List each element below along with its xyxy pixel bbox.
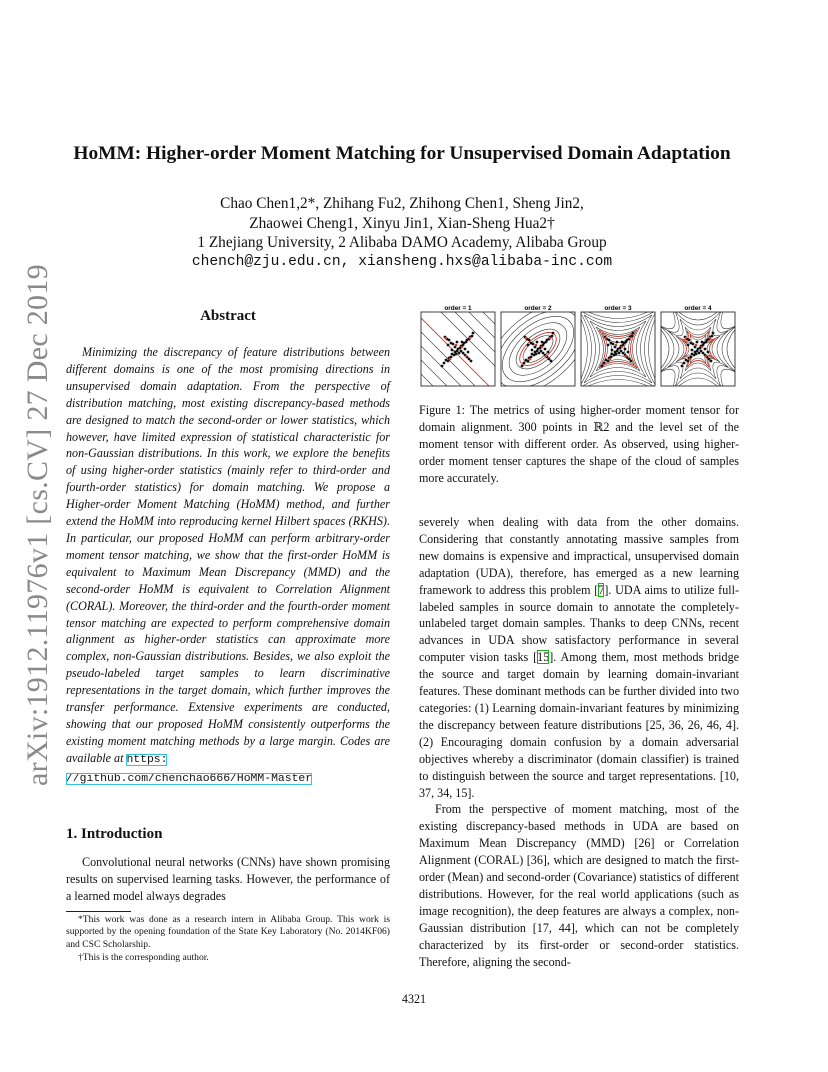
- text-segment: severely when dealing with data from the other domains. Considering that constantly annotating massive samples from new domains is expensive and impractical, unsupervised domain adaptation (UDA), therefore, has emerged as a new learning framework to address this problem [: [419, 515, 739, 597]
- figure-1-svg: [419, 302, 739, 388]
- panel-order-4: [652, 303, 739, 388]
- authors-line-2: Zhaowei Cheng1, Xinyu Jin1, Xian-Sheng Hua2†: [249, 215, 555, 232]
- right-paragraph-1: [419, 514, 739, 801]
- panel-title-4: order = 4: [684, 305, 712, 312]
- figure-1-caption: Figure 1: The metrics of using higher-order moment tensor for domain alignment. 300 points in ℝ2 and the level set of the moment tensor with different order. As observed, using higher-order moment tenser captures the shape of the cloud of samples more accurately.: [419, 403, 739, 485]
- paper-title: HoMM: Higher-order Moment Matching for Unsupervised Domain Adaptation: [73, 143, 731, 164]
- footnote-rule: [66, 911, 131, 912]
- right-column-body: [419, 514, 739, 970]
- affiliations: 1 Zhejiang University, 2 Alibaba DAMO Academy, Alibaba Group: [197, 234, 607, 251]
- code-link-part-2[interactable]: //github.com/chenchao666/HoMM-Master: [66, 772, 313, 785]
- arxiv-sidebar: [18, 264, 58, 786]
- footnote-1: *This work was done as a research intern in Alibaba Group. This work is supported by the opening foundation of the State Key Laboratory (No. 2014KF06) and CSC Scholarship.: [66, 914, 390, 950]
- abstract-body: [66, 344, 390, 788]
- text-segment: ]. UDA aims to utilize full-labeled samples in source domain to annotate the completely-unlabeled target domain samples. Thanks to deep CNNs, recent advances in UDA show satisfactory performance in several computer vision tasks [: [419, 582, 740, 665]
- code-link-part-1[interactable]: https:: [126, 753, 168, 766]
- panel-title-3: order = 3: [604, 305, 632, 312]
- figure-1: [419, 302, 739, 388]
- right-paragraph-2: From the perspective of moment matching, most of the existing discrepancy-based methods in UDA are based on Maximum Mean Discrepancy (MMD) [26] or Correlation Alignment (CORAL) [36], which are designed to match the first-order (Mean) and second-order (Covariance) statistics of different distributions. However, for the real world applications (such as image recognition), the deep features are always a complex, non-Gaussian distribution [17, 44], which can not be completely characterized by its first-order or second-order statistics. Therefore, aligning the second-: [419, 802, 739, 969]
- panel-order-3: [572, 303, 664, 388]
- panel-title-2: order = 2: [524, 305, 552, 312]
- author-emails[interactable]: chench@zju.edu.cn, xiansheng.hxs@alibaba-inc.com: [191, 254, 613, 270]
- panel-title-1: order = 1: [444, 305, 472, 312]
- intro-heading: 1. Introduction: [66, 826, 163, 842]
- intro-body: [66, 854, 390, 905]
- text-segment: ]. Among them, most methods bridge the source and target domain by learning domain-invariant features. These dominant methods can be further divided into two categories: (1) Learning domain-invariant features by minimizing the discrepancy between feature distributions [25, 36, 26, 46, 4]. (2) Encouraging domain confusion by a domain adversarial objectives whereby a discriminator (domain classifier) is trained to distinguish between the source and target representations. [10, 37, 34, 15].: [419, 650, 739, 800]
- intro-paragraph: Convolutional neural networks (CNNs) have shown promising results on supervised learning tasks. However, the performance of a learned model always degrades: [66, 855, 390, 903]
- panel-order-1: [421, 312, 495, 386]
- footnote-2: †This is the corresponding author.: [78, 952, 209, 963]
- citation-link[interactable]: 7: [598, 582, 605, 597]
- panel-order-2: [472, 302, 605, 388]
- authors-line-1: Chao Chen1,2*, Zhihang Fu2, Zhihong Chen1, Sheng Jin2,: [220, 195, 584, 212]
- arxiv-identifier: arXiv:1912.11976v1 [cs.CV] 27 Dec 2019: [21, 264, 54, 786]
- abstract-heading: Abstract: [200, 308, 256, 324]
- abstract-text: Minimizing the discrepancy of feature distributions between different domains is one of the most promising directions in unsupervised domain adaptation. From the perspective of distribution matching, most existing discrepancy-based methods are designed to match the second-order or lower statistics, which however, have limited expression of statistical characteristic for non-Gaussian distributions. In this work, we explore the benefits of using higher-order statistics (mainly refer to third-order and fourth-order statistics) for domain matching. We propose a Higher-order Moment Matching (HoMM) method, and further extend the HoMM into reproducing kernel Hilbert spaces (RKHS). In particular, our proposed HoMM can perform arbitrary-order moment tensor matching, we show that the first-order HoMM is equivalent to Maximum Mean Discrepancy (MMD) and the second-order HoMM is equivalent to Correlation Alignment (CORAL). Moreover, the third-order and the fourth-order moment tensor matching are expected to perform comprehensive domain alignment as higher-order statistics can approximate more complex, non-Gaussian distributions. Besides, we also exploit the pseudo-labeled target samples to learn discriminative representations in the target domain, which further improves the transfer performance. Extensive experiments are conducted, showing that our proposed HoMM consistently outperforms the existing moment matching methods by a large margin. Codes are available at: [66, 345, 390, 765]
- page-number: 4321: [401, 992, 427, 1006]
- citation-link[interactable]: 15: [537, 650, 550, 665]
